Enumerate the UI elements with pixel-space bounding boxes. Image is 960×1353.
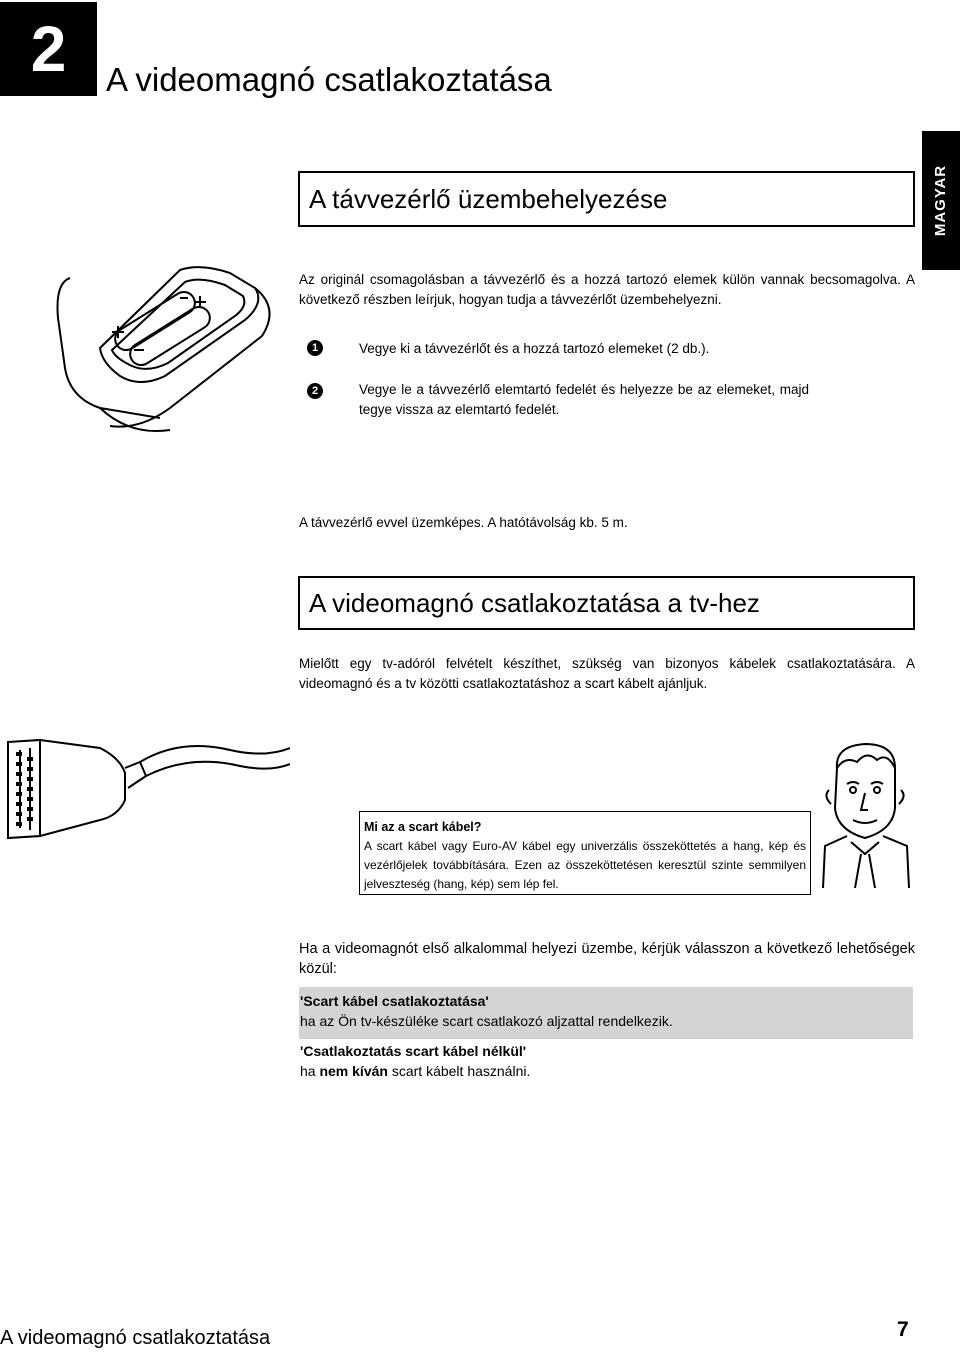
remote-intro-text: Az originál csomagolásban a távvezérlő és a hozzá tartozó elemek külön vannak becsomagolva. A következő részben leírjuk, hogyan tudja a távvezérlőt üzembehelyezni. <box>299 272 915 307</box>
option-no-scart-desc-pre: ha <box>300 1063 320 1079</box>
option-no-scart-desc <box>300 1061 914 1081</box>
language-tab <box>922 131 960 270</box>
option-scart-cable <box>299 987 913 1039</box>
note-body: A scart kábel vagy Euro-AV kábel egy univerzális összeköttetés a hang, kép és vezérlőjelek továbbítására. Ezen az összeköttetésen keresztül szinte semmilyen jelveszteség (hang, kép) sem lép fel. <box>364 839 806 891</box>
option-scart-desc: ha az Ön tv-készüléke scart csatlakozó aljzattal rendelkezik. <box>300 1013 673 1029</box>
option-no-scart-desc-bold: nem kíván <box>319 1063 388 1079</box>
step-number-2: 2 <box>307 383 323 399</box>
connection-intro-text: Mielőtt egy tv-adóról felvételt készíthet, szükség van bizonyos kábelek csatlakoztatására. A videomagnó és a tv közötti csatlakoztatáshoz a scart kábelt ajánljuk. <box>299 656 915 691</box>
step-text-1: Vegye ki a távvezérlőt és a hozzá tartozó elemeket (2 db.). <box>359 341 710 356</box>
scart-plug-illustration <box>0 728 290 848</box>
remote-control-battery-illustration <box>40 258 290 438</box>
first-use-text: Ha a videomagnót első alkalommal helyezi üzembe, kérjük válasszon a következő lehetőségek közül: <box>299 941 915 977</box>
page-number: 7 <box>897 1318 909 1341</box>
section-title-connection: A videomagnó csatlakoztatása a tv-hez <box>298 576 915 630</box>
section-title-remote: A távvezérlő üzembehelyezése <box>298 171 915 227</box>
note-title: Mi az a scart kábel? <box>364 820 482 834</box>
cartoon-man-illustration <box>815 738 915 888</box>
chapter-number: 2 <box>0 2 97 96</box>
option-no-scart <box>299 1041 914 1081</box>
step-text-2: Vegye le a távvezérlő elemtartó fedelét és helyezze be az elemeket, majd tegye vissza az elemtartó fedelét. <box>359 382 809 417</box>
option-no-scart-title: 'Csatlakoztatás scart kábel nélkül' <box>300 1043 527 1059</box>
footer-title: A videomagnó csatlakoztatása <box>0 1327 271 1349</box>
step-number-1: 1 <box>307 340 323 356</box>
option-no-scart-desc-post: scart kábelt használni. <box>387 1063 531 1079</box>
scart-info-note <box>359 811 811 895</box>
chapter-title: A videomagnó csatlakoztatása <box>106 61 552 98</box>
option-scart-title: 'Scart kábel csatlakoztatása' <box>300 993 489 1009</box>
language-tab-label: MAGYAR <box>932 164 950 237</box>
remote-ready-text: A távvezérlő evvel üzemképes. A hatótávolság kb. 5 m. <box>299 515 628 530</box>
